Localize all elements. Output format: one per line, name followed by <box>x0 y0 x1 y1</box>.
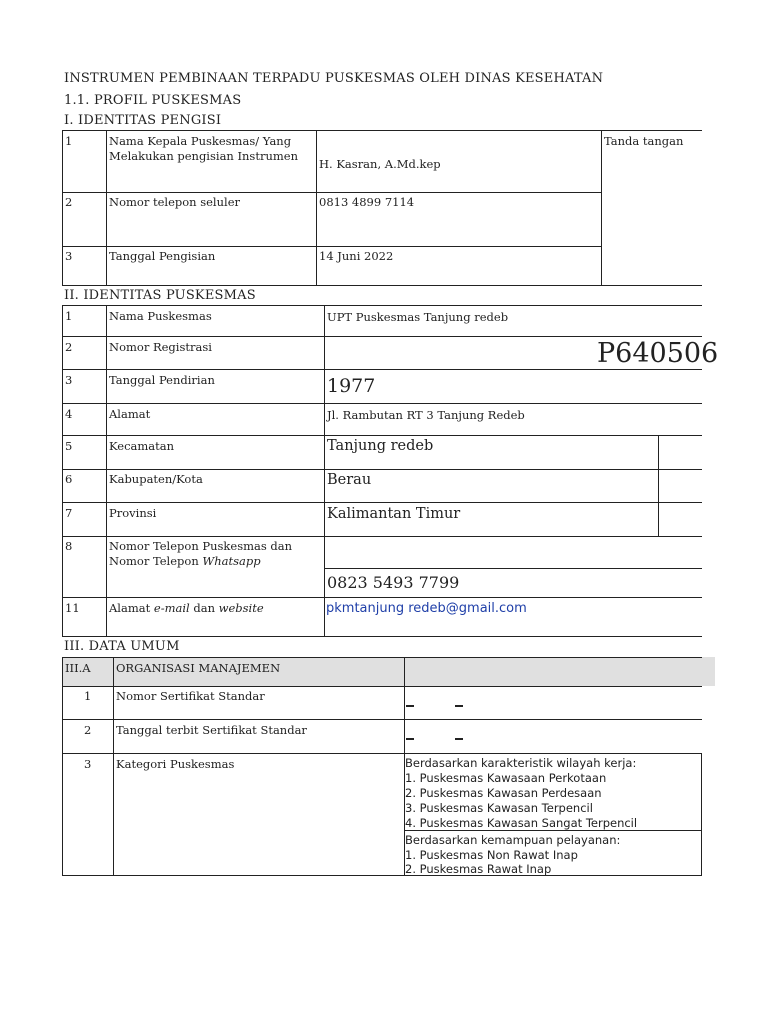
registration-cell <box>325 336 719 369</box>
section2-title: II. IDENTITAS PUSKESMAS <box>64 288 256 303</box>
kategori-wilayah-item: 1. Puskesmas Kawasaan Perkotaan <box>405 771 607 785</box>
pengisi-row-1-label: Nama Kepala Puskesmas/ Yang <box>109 134 292 148</box>
pengisi-name-value: H. Kasran, A.Md.kep <box>319 157 441 171</box>
signature-label: Tanda tangan <box>604 134 684 148</box>
kategori-wilayah-item: 2. Puskesmas Kawasan Perdesaan <box>405 786 602 800</box>
umum-row-2-no: 2 <box>84 723 92 737</box>
kabupaten-value: Berau <box>327 472 372 488</box>
founding-year-value: 1977 <box>327 375 376 397</box>
pengisi-row-3-no: 3 <box>65 249 73 263</box>
organisasi-head-title: ORGANISASI MANAJEMEN <box>116 661 281 675</box>
kategori-wilayah-heading: Berdasarkan karakteristik wilayah kerja: <box>405 756 637 770</box>
umum-row-1-label: Nomor Sertifikat Standar <box>116 689 265 703</box>
puskesmas-name-value: UPT Puskesmas Tanjung redeb <box>327 310 509 324</box>
phone-whatsapp-value: 0823 5493 7799 <box>327 573 460 592</box>
puskesmas-row-7-label: Provinsi <box>109 506 157 520</box>
puskesmas-row-8-no: 8 <box>65 539 73 553</box>
puskesmas-row-5-label: Kecamatan <box>109 439 175 453</box>
puskesmas-row-4-label: Alamat <box>109 407 151 421</box>
puskesmas-row-1-label: Nama Puskesmas <box>109 309 212 323</box>
puskesmas-row-2-label: Nomor Registrasi <box>109 340 212 354</box>
puskesmas-row-8-label-line2: Nomor Telepon Whatsapp <box>109 554 261 568</box>
certificate-number-dash-2 <box>455 705 463 707</box>
section-subtitle: 1.1. PROFIL PUSKESMAS <box>64 93 242 108</box>
document-title: INSTRUMEN PEMBINAAN TERPADU PUSKESMAS OLEH DINAS KESEHATAN <box>64 71 604 86</box>
address-value: Jl. Rambutan RT 3 Tanjung Redeb <box>327 408 525 422</box>
email-link[interactable]: pkmtanjung redeb@gmail.com <box>326 601 527 616</box>
pengisi-row-1-no: 1 <box>65 134 73 148</box>
umum-row-3-no: 3 <box>84 757 92 771</box>
puskesmas-row-5-no: 5 <box>65 439 73 453</box>
kategori-wilayah-item: 3. Puskesmas Kawasan Terpencil <box>405 801 593 815</box>
kategori-pelayanan-item: 1. Puskesmas Non Rawat Inap <box>405 848 578 862</box>
puskesmas-row-4-no: 4 <box>65 407 73 421</box>
pengisi-row-1-label-line2: Melakukan pengisian Instrumen <box>109 149 298 163</box>
kategori-pelayanan-heading: Berdasarkan kemampuan pelayanan: <box>405 833 621 847</box>
puskesmas-row-6-no: 6 <box>65 472 73 486</box>
section3-title: III. DATA UMUM <box>64 639 180 654</box>
organisasi-head-code: III.A <box>65 661 91 675</box>
umum-row-2-label: Tanggal terbit Sertifikat Standar <box>116 723 307 737</box>
puskesmas-row-2-no: 2 <box>65 340 73 354</box>
provinsi-value: Kalimantan Timur <box>327 506 461 522</box>
pengisi-row-2-no: 2 <box>65 195 73 209</box>
puskesmas-row-8-label: Nomor Telepon Puskesmas dan <box>109 539 293 553</box>
certificate-number-dash-1 <box>406 705 414 707</box>
certificate-date-dash-2 <box>455 738 463 740</box>
kecamatan-value: Tanjung redeb <box>327 438 434 454</box>
pengisi-row-2-label: Nomor telepon seluler <box>109 195 240 209</box>
pengisi-phone-value: 0813 4899 7114 <box>319 195 415 209</box>
umum-row-3-label: Kategori Puskesmas <box>116 757 235 771</box>
puskesmas-row-3-no: 3 <box>65 373 73 387</box>
puskesmas-row-1-no: 1 <box>65 309 73 323</box>
pengisi-date-value: 14 Juni 2022 <box>319 249 394 263</box>
puskesmas-row-11-label: Alamat e-mail dan website <box>109 601 264 615</box>
puskesmas-row-7-no: 7 <box>65 506 73 520</box>
kategori-pelayanan-item: 2. Puskesmas Rawat Inap <box>405 862 552 876</box>
certificate-date-dash-1 <box>406 738 414 740</box>
puskesmas-row-3-label: Tanggal Pendirian <box>109 373 215 387</box>
kategori-wilayah-item: 4. Puskesmas Kawasan Sangat Terpencil <box>405 816 638 830</box>
puskesmas-row-6-label: Kabupaten/Kota <box>109 472 203 486</box>
registration-number-value: P640506 <box>597 338 719 369</box>
pengisi-row-3-label: Tanggal Pengisian <box>109 249 216 263</box>
puskesmas-row-11-no: 11 <box>65 601 80 615</box>
umum-row-1-no: 1 <box>84 689 92 703</box>
section1-title: I. IDENTITAS PENGISI <box>64 113 222 128</box>
